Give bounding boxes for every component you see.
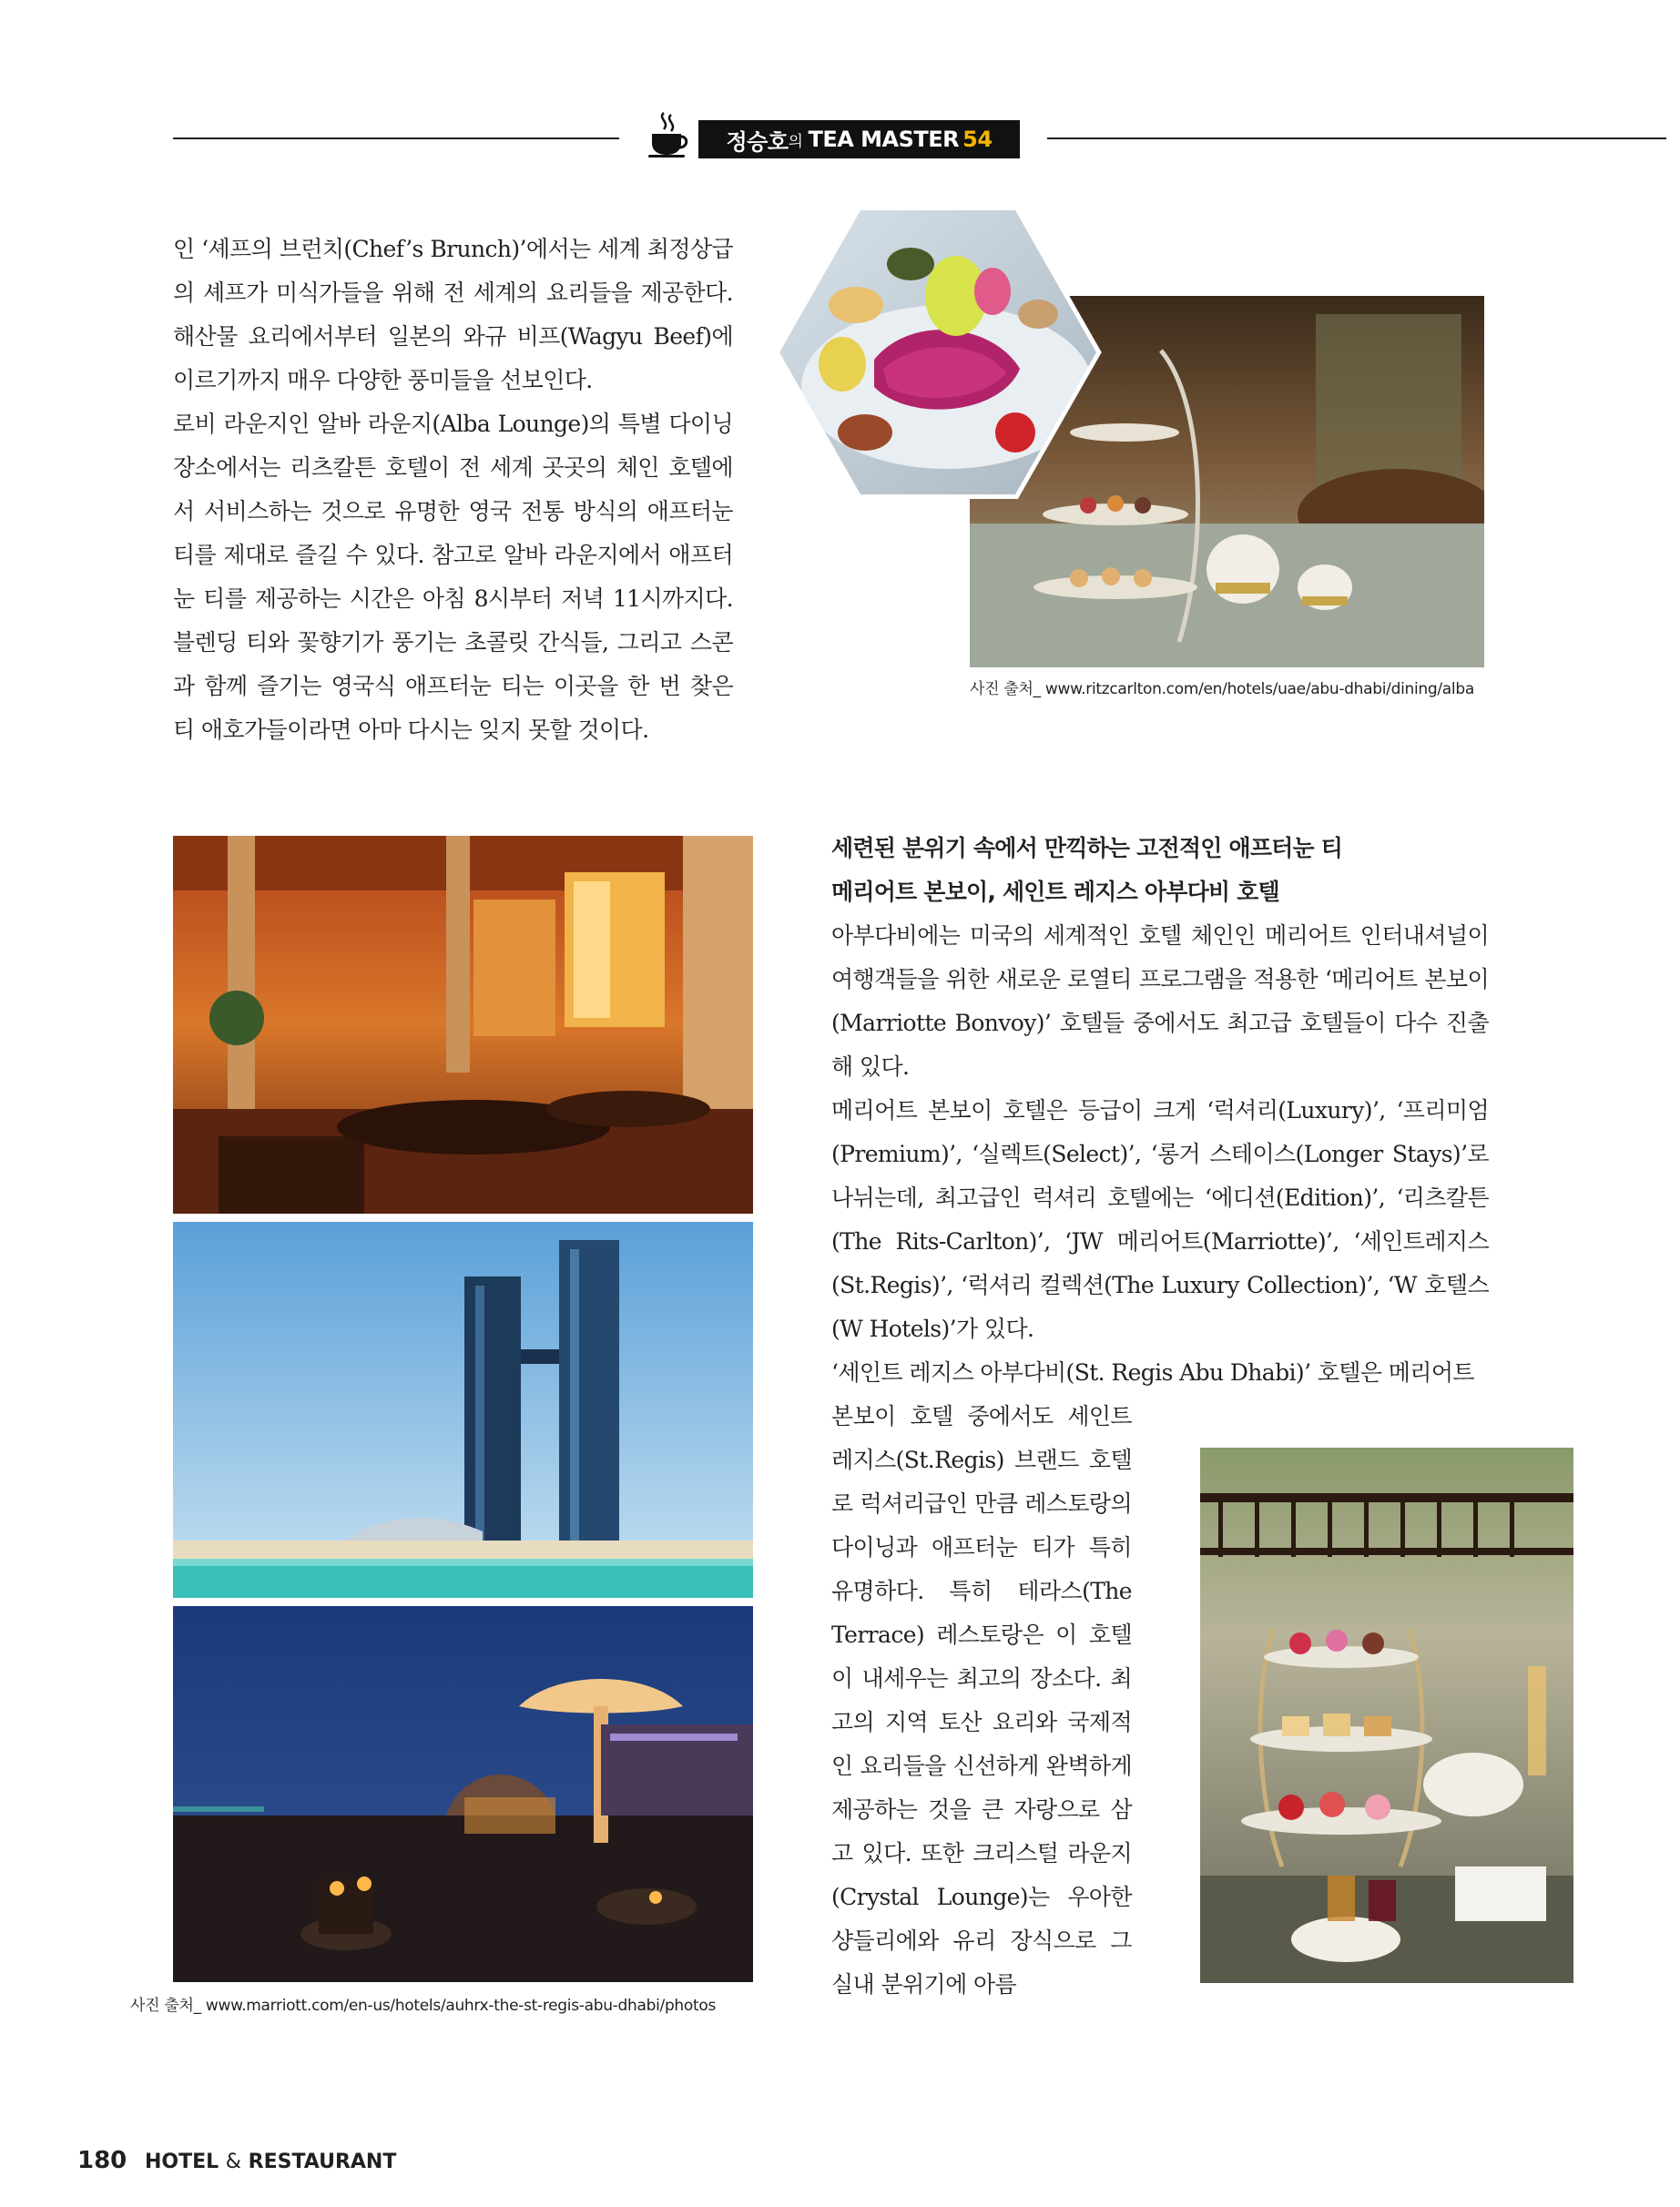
article-column-right (831, 914, 1489, 1395)
header-rule-right (1047, 137, 1666, 139)
magazine-ampersand: & (225, 2151, 241, 2173)
section-heading: 세련된 분위기 속에서 만끽하는 고전적인 애프터눈 티 (831, 835, 1343, 861)
st-regis-abu-dhabi-towers-photo (173, 1222, 753, 1598)
paragraph: 인 ‘셰프의 브런치(Chef’s Brunch)’에서는 세계 최정상급의 셰프가 미식가들을 위해 전 세계의 요리들을 제공한다. 해산물 요리에서부터 일본의 와규 비프(Wagyu Beef)에 이르기까지 매우 다양한 풍미들을 선보인다. (173, 236, 733, 393)
header-particle: 의 (788, 132, 803, 151)
paragraph: ‘세인트 레지스 아부다비(St. Regis Abu Dhabi)’ 호텔은 메리어트 (831, 1359, 1474, 1386)
header-rule-left (173, 137, 619, 139)
paragraph: 본보이 호텔 중에서도 세인트 레지스(St.Regis) 브랜드 호텔로 럭셔리급인 만큼 레스토랑의 다이닝과 애프터눈 티가 특히 유명하다. 특히 테라스(The Terrace) 레스토랑은 이 호텔이 내세우는 최고의 장소다. 최고의 지역 토산 요리와 국제적인 요리들을 신선하게 완벽하게 제공하는 것을 큰 자랑으로 삼고 있다. 또한 크리스털 라운지(Crystal Lounge)는 우아한 샹들리에와 유리 장식으로 그 실내 분위기에 아름 (831, 1403, 1132, 1998)
header-series: TEA MASTER (808, 127, 960, 152)
terrace-afternoon-tea-photo (1200, 1448, 1573, 1983)
food-hexagon-photo (774, 205, 1102, 501)
article-column-left (173, 228, 733, 752)
paragraph: 아부다비에는 미국의 세계적인 호텔 체인인 메리어트 인터내셔널이 여행객들을 위한 새로운 로열티 프로그램을 적용한 ‘메리어트 본보이(Marriotte Bonvoy)’ 호텔들 중에서도 최고급 호텔들이 다수 진출해 있다. (831, 922, 1489, 1080)
magazine-name-2: RESTAURANT (248, 2151, 397, 2173)
tea-cup-icon (648, 111, 688, 158)
terrace-restaurant-photo (173, 836, 753, 1214)
rooftop-lounge-night-photo (173, 1606, 753, 1982)
magazine-name-1: HOTEL (144, 2151, 219, 2173)
paragraph: 메리어트 본보이 호텔은 등급이 크게 ‘럭셔리(Luxury)’, ‘프리미엄(Premium)’, ‘실렉트(Select)’, ‘롱거 스테이스(Longer Stays)’로 나뉘는데, 최고급인 럭셔리 호텔에는 ‘에디션(Edition)’, ‘리츠칼튼(The Rits-Carlton)’, ‘JW 메리어트(Marriotte)’, ‘세인트레지스(St.Regis)’, ‘럭셔리 컬렉션(The Luxury Collection)’, ‘W 호텔스(W Hotels)’가 있다. (831, 1097, 1489, 1342)
series-badge (698, 120, 1020, 158)
header-issue: 54 (962, 127, 993, 152)
photo-caption-top: 사진 출처_ www.ritzcarlton.com/en/hotels/uae/abu-dhabi/dining/alba (970, 680, 1474, 698)
article-column-narrow (831, 1395, 1132, 2007)
section-subheading: 메리어트 본보이, 세인트 레지스 아부다비 호텔 (831, 879, 1279, 905)
page-footer (77, 2147, 396, 2174)
page-number: 180 (77, 2147, 127, 2174)
header-author: 정승호 (726, 128, 789, 155)
photo-caption-bottom: 사진 출처_ www.marriott.com/en-us/hotels/auhrx-the-st-regis-abu-dhabi/photos (130, 1997, 717, 2015)
paragraph: 로비 라운지인 알바 라운지(Alba Lounge)의 특별 다이닝 장소에서는 리츠칼튼 호텔이 전 세계 곳곳의 체인 호텔에서 서비스하는 것으로 유명한 영국 전통 방식의 애프터눈 티를 제대로 즐길 수 있다. 참고로 알바 라운지에서 애프터눈 티를 제공하는 시간은 아침 8시부터 저녁 11시까지다. 블렌딩 티와 꽃향기가 풍기는 초콜릿 간식들, 그리고 스콘과 함께 즐기는 영국식 애프터눈 티는 이곳을 한 번 찾은 티 애호가들이라면 아마 다시는 잊지 못할 것이다. (173, 411, 733, 743)
